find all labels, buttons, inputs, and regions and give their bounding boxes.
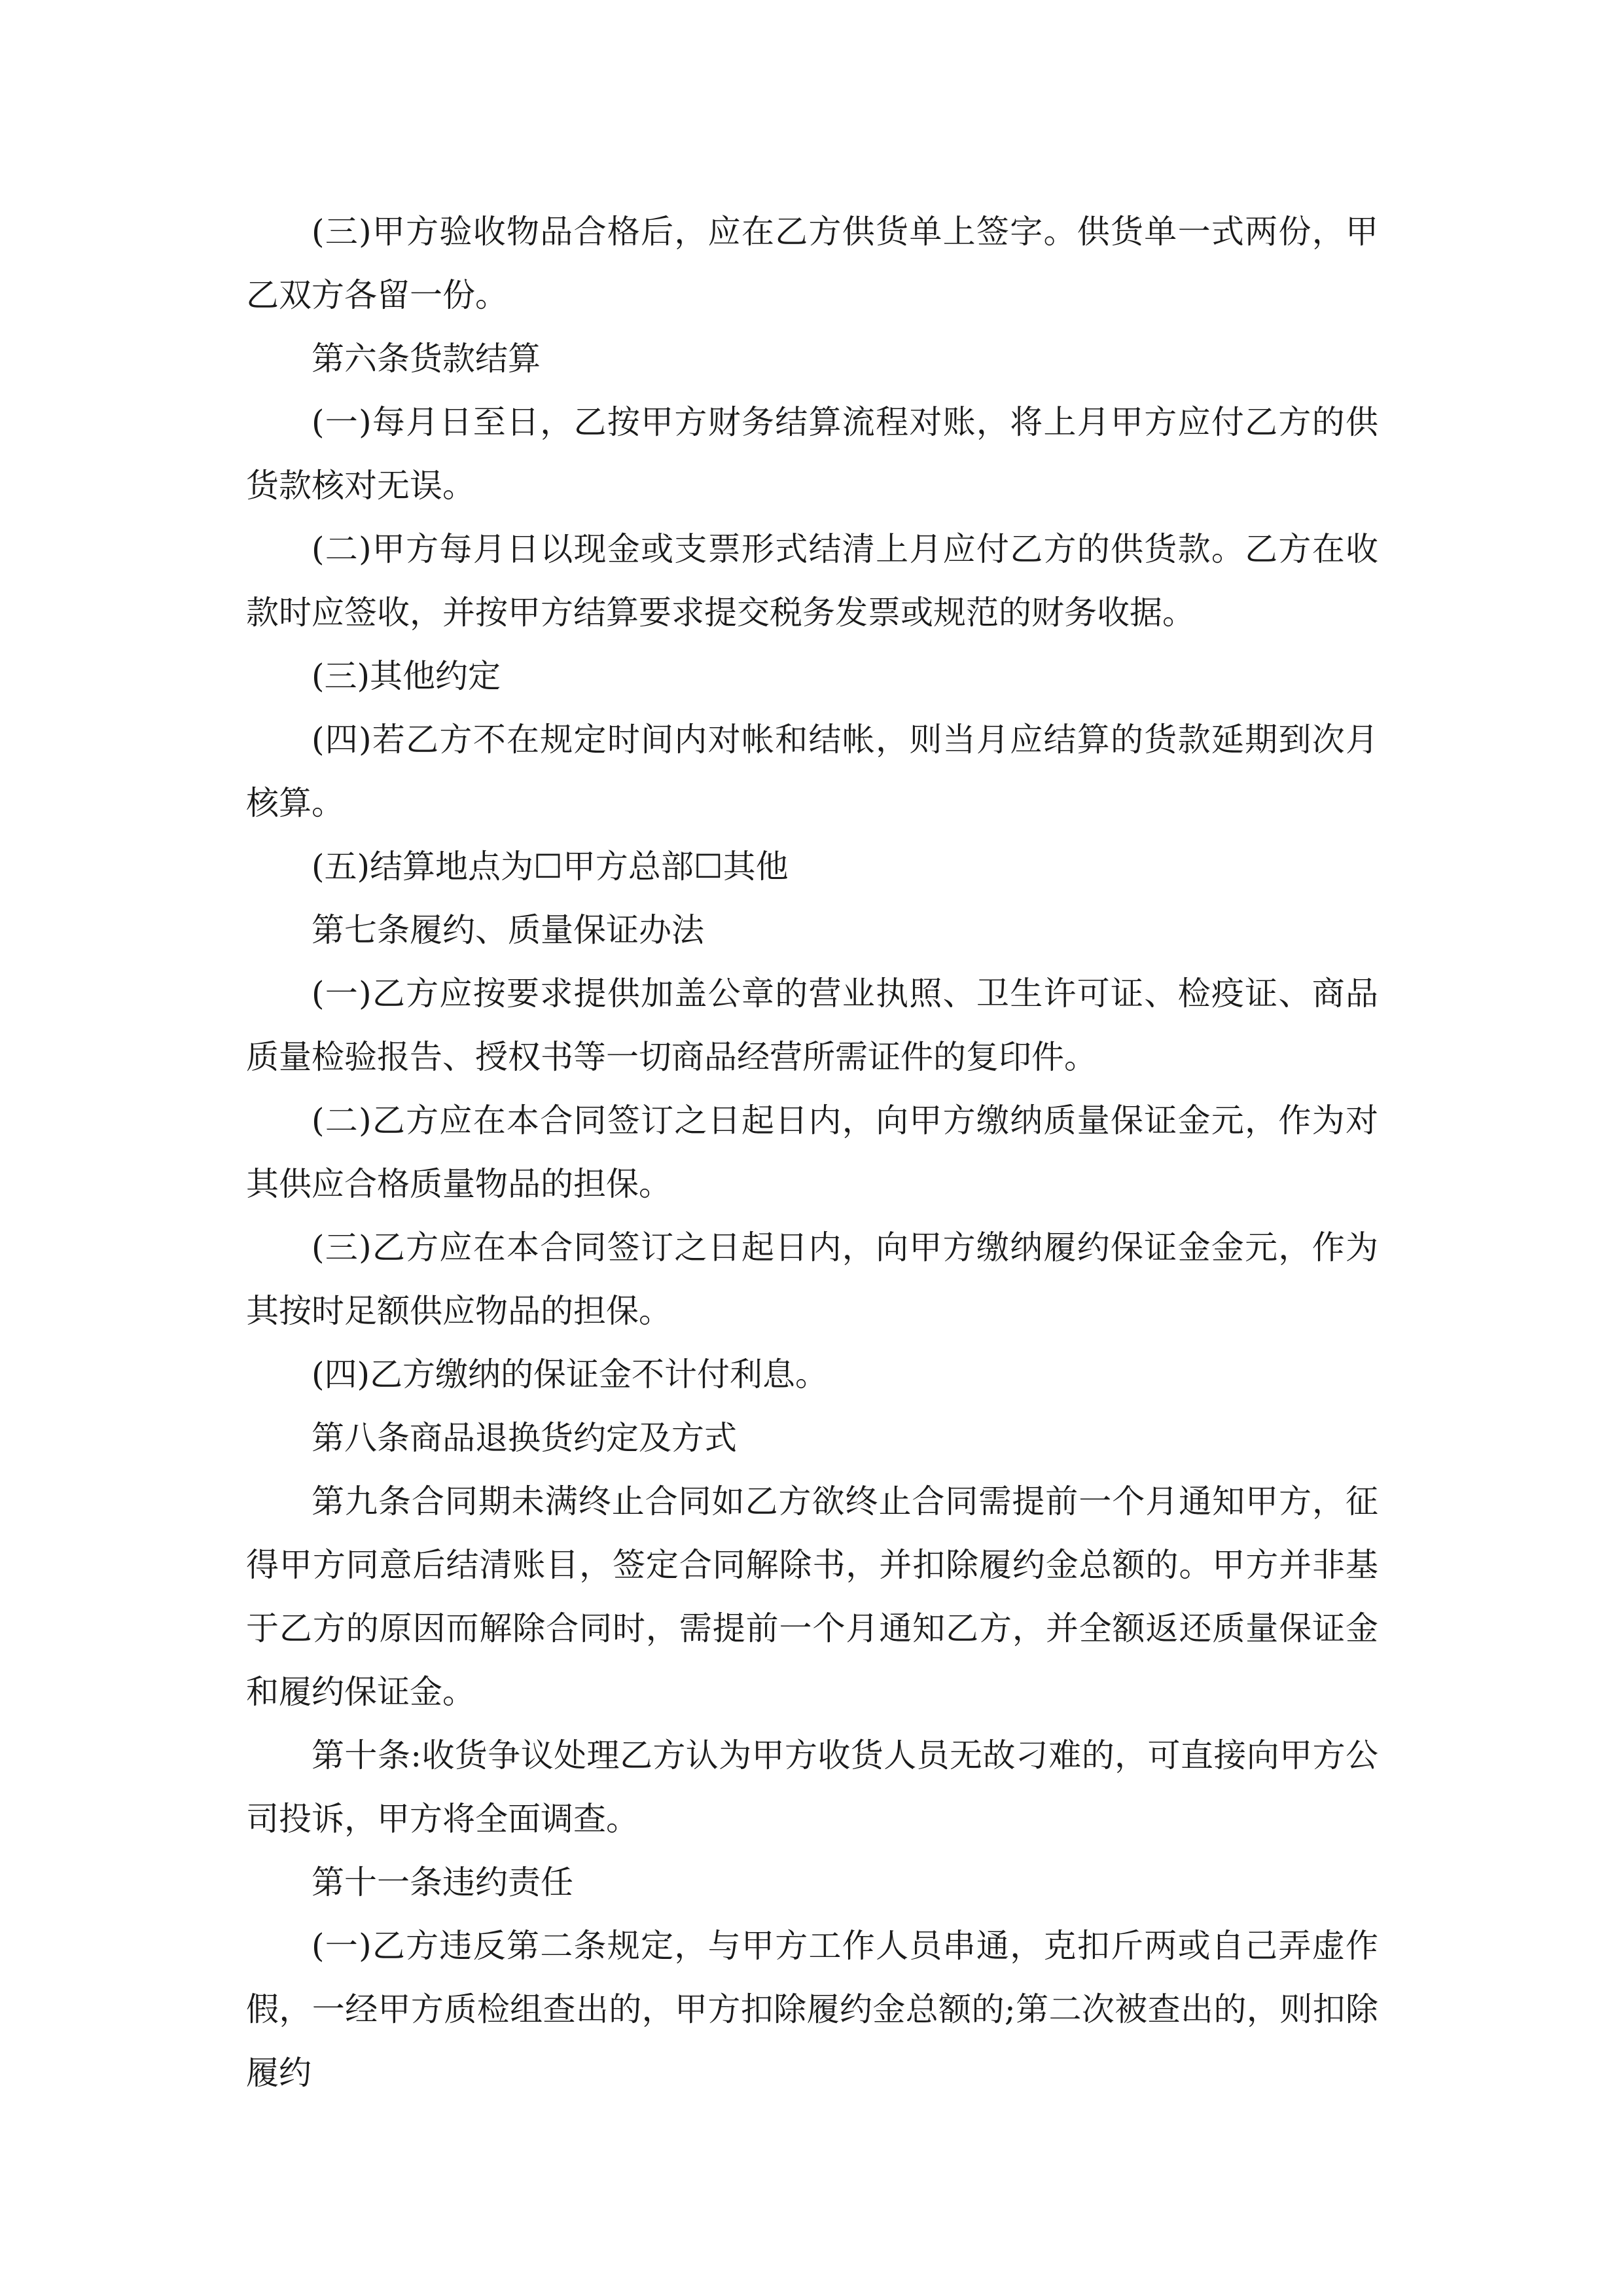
article-6-heading: 第六条货款结算: [312, 340, 541, 378]
article-7-heading: 第七条履约、质量保证办法: [312, 911, 704, 949]
clause-6-1-paragraph: (一)每月日至日，乙按甲方财务结算流程对账，将上月甲方应付乙方的供货款核对无误。: [246, 403, 1378, 505]
article-11-heading: 第十一条违约责任: [312, 1863, 573, 1901]
article-8-heading: 第八条商品退换货约定及方式: [312, 1419, 737, 1457]
clause-6-5-paragraph: (五)结算地点为☐甲方总部☐其他: [312, 848, 789, 886]
clause-6-3-paragraph: (三)其他约定: [312, 657, 501, 695]
clause-11-1-paragraph: (一)乙方违反第二条规定，与甲方工作人员串通，克扣斤两或自己弄虚作假，一经甲方质检组查出的，甲方扣除履约金总额的;第二次被查出的，则扣除履约: [246, 1927, 1378, 2092]
document-body: [246, 200, 1378, 2105]
clause-5-3-paragraph: (三)甲方验收物品合格后，应在乙方供货单上签字。供货单一式两份，甲乙双方各留一份。: [246, 213, 1378, 314]
article-10-paragraph: 第十条:收货争议处理乙方认为甲方收货人员无故刁难的，可直接向甲方公司投诉，甲方将全面调查。: [246, 1736, 1378, 1838]
clause-7-4-paragraph: (四)乙方缴纳的保证金不计付利息。: [312, 1355, 829, 1393]
clause-7-2-paragraph: (二)乙方应在本合同签订之日起日内，向甲方缴纳质量保证金元，作为对其供应合格质量物品的担保。: [246, 1102, 1378, 1203]
clause-6-4-paragraph: (四)若乙方不在规定时间内对帐和结帐，则当月应结算的货款延期到次月核算。: [246, 721, 1378, 822]
article-9-paragraph: 第九条合同期未满终止合同如乙方欲终止合同需提前一个月通知甲方，征得甲方同意后结清账目，签定合同解除书，并扣除履约金总额的。甲方并非基于乙方的原因而解除合同时，需提前一个月通知乙方，并全额返还质量保证金和履约保证金。: [246, 1482, 1378, 1711]
clause-7-3-paragraph: (三)乙方应在本合同签订之日起日内，向甲方缴纳履约保证金金元，作为其按时足额供应物品的担保。: [246, 1229, 1378, 1330]
clause-7-1-paragraph: (一)乙方应按要求提供加盖公章的营业执照、卫生许可证、检疫证、商品质量检验报告、授权书等一切商品经营所需证件的复印件。: [246, 975, 1378, 1076]
clause-6-2-paragraph: (二)甲方每月日以现金或支票形式结清上月应付乙方的供货款。乙方在收款时应签收，并按甲方结算要求提交税务发票或规范的财务收据。: [246, 530, 1378, 632]
